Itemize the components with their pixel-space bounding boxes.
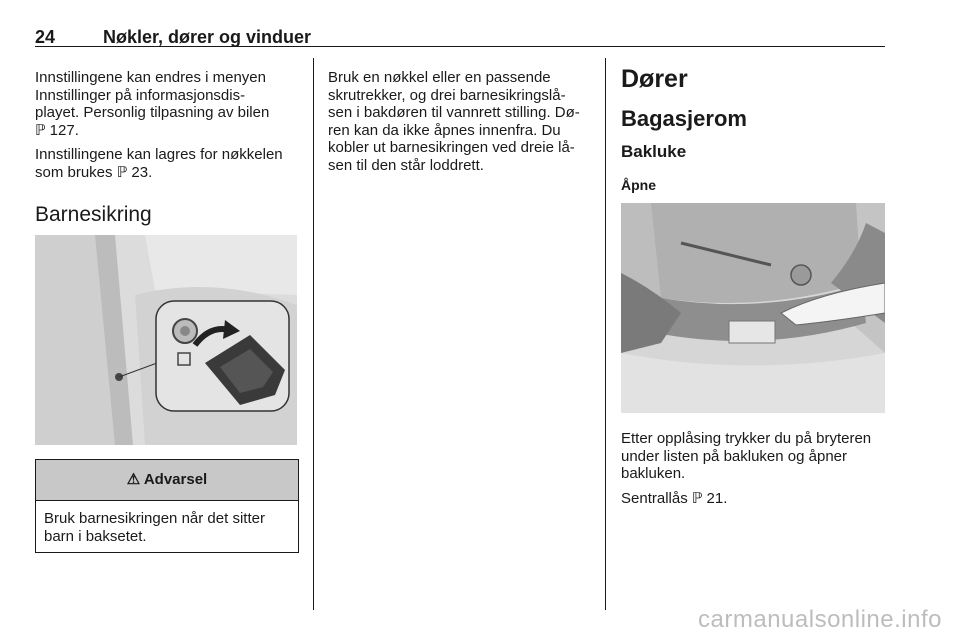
subheading-open: Åpne [621,177,656,193]
section-heading-luggage: Bagasjerom [621,106,747,131]
tailgate-illustration [621,203,885,413]
middle-column-text [328,69,598,182]
paragraph-settings-key: Innstillingene kan lagres for nøkkelen som brukes ℙ 23. [35,146,283,181]
section-heading-child-lock: Barnesikring [35,203,152,226]
child-lock-illustration [35,235,297,445]
subsection-heading-tailgate: Bakluke [621,142,687,161]
column-divider-left [313,58,314,610]
page-title: Nøkler, dører og vinduer [103,27,312,47]
warning-header [36,460,298,501]
page-header [35,6,885,47]
paragraph-settings-menu: Innstillingene kan endres i menyen Innstillinger på informasjonsdis- playet. Personlig tilpasning av bilen ℙ 127. [35,69,270,139]
page-reference: som brukes ℙ 23. [35,163,153,181]
warning-triangle-icon: ⚠ [126,471,141,488]
paragraph-child-lock-instructions: Bruk en nøkkel eller en passende skrutrekker, og drei barnesikringslå- sen i bakdøren til vannrett stilling. Dø- ren kan da ikke åpnes innenfra. Du kobler ut barnesikringen ved dreie lå- sen til den står loddrett. [328,69,580,174]
column-divider-right [605,58,606,610]
page-reference: Sentrallås ℙ 21. [621,489,728,507]
page-reference: ℙ 127. [35,121,79,139]
warning-title: Advarsel [143,471,208,488]
chapter-heading-doors: Dører [621,65,688,93]
page-number: 24 [35,27,56,47]
watermark: carmanualsonline.info [698,606,942,633]
warning-box [35,459,299,553]
paragraph-tailgate-opening: Etter opplåsing trykker du på bryteren under listen på bakluken og åpner bakluken. [621,430,872,483]
paragraph-central-locking [621,490,891,508]
right-column-text [621,430,891,514]
warning-text: Bruk barnesikringen når det sitter barn i baksetet. [44,510,265,545]
left-column-text [35,69,305,189]
